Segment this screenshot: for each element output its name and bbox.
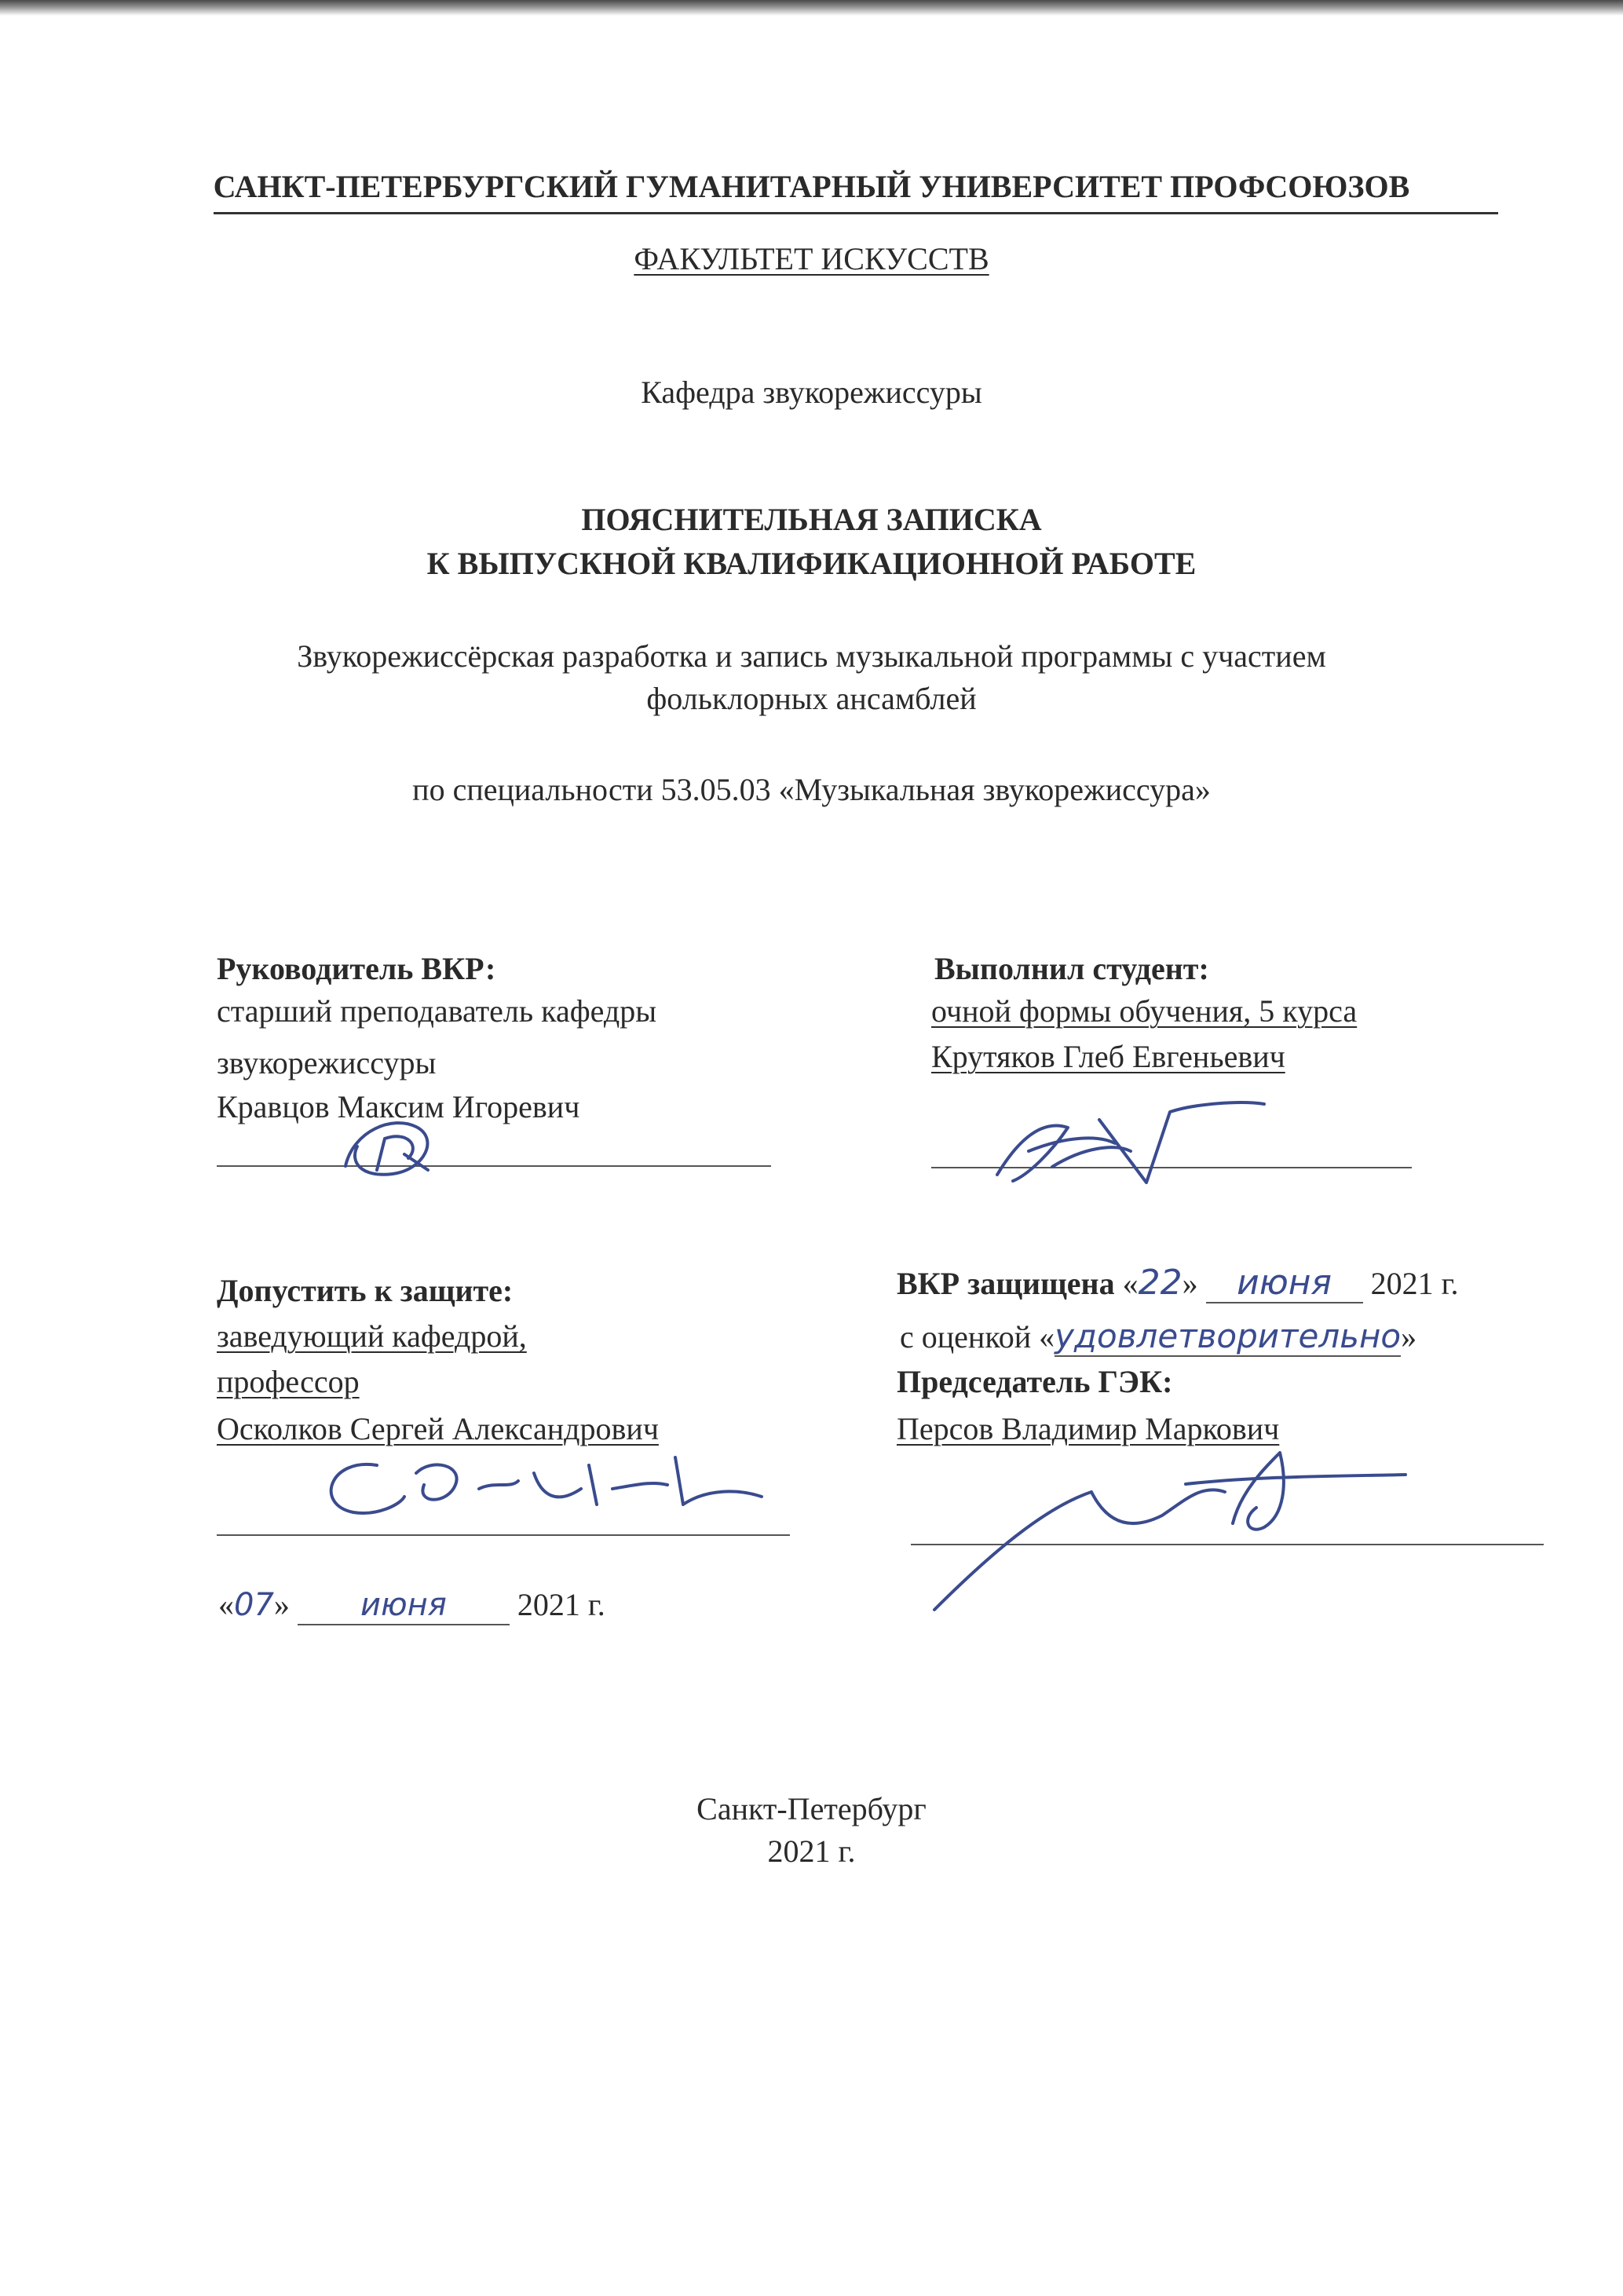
defense-date	[897, 1264, 1458, 1303]
student-form: очной формы обучения, 5 курса	[931, 993, 1358, 1029]
admission-heading: Допустить к защите:	[217, 1273, 514, 1308]
supervisor-name: Кравцов Максим Игоревич	[217, 1089, 580, 1124]
chair-heading: Председатель ГЭК:	[897, 1364, 1173, 1399]
footer-city: Санкт-Петербург	[696, 1791, 927, 1826]
defense-grade-prefix: с оценкой «	[900, 1319, 1055, 1355]
thesis-topic-line1: Звукорежиссёрская разработка и запись музыкальной программы с участием	[297, 638, 1326, 674]
student-name: Крутяков Глеб Евгеньевич	[931, 1039, 1285, 1074]
student-heading: Выполнил студент:	[934, 951, 1209, 986]
chair-name: Персов Владимир Маркович	[897, 1411, 1280, 1446]
admission-date	[218, 1586, 605, 1625]
university-underline	[214, 212, 1498, 214]
faculty-name: ФАКУЛЬТЕТ ИСКУССТВ	[634, 241, 989, 276]
admission-date-open-quote: «	[218, 1587, 234, 1622]
defense-date-close-quote: »	[1182, 1266, 1198, 1301]
thesis-topic-line2: фольклорных ансамблей	[646, 681, 977, 716]
supervisor-signature	[330, 1091, 487, 1201]
document-title-line1: ПОЯСНИТЕЛЬНАЯ ЗАПИСКА	[581, 502, 1042, 537]
supervisor-position-line2: звукорежиссуры	[217, 1045, 437, 1080]
supervisor-position-line1: старший преподаватель кафедры	[217, 993, 657, 1029]
admission-date-day: 07	[234, 1587, 274, 1623]
admission-signature-line	[217, 1534, 790, 1536]
document-title-line2: К ВЫПУСКНОЙ КВАЛИФИКАЦИОННОЙ РАБОТЕ	[426, 546, 1197, 581]
supervisor-signature-line	[217, 1165, 771, 1167]
specialty: по специальности 53.05.03 «Музыкальная звукорежиссура»	[412, 772, 1211, 807]
defense-date-day: 22	[1138, 1263, 1183, 1303]
supervisor-heading: Руководитель ВКР:	[217, 951, 496, 986]
defense-date-year: 2021 г.	[1370, 1266, 1459, 1301]
defense-date-open-quote: «	[1122, 1266, 1139, 1301]
chair-signature	[927, 1437, 1413, 1618]
defense-date-month: июня	[1206, 1264, 1363, 1303]
defense-grade	[900, 1318, 1416, 1357]
defense-heading: ВКР защищена	[897, 1266, 1115, 1301]
admission-position-line1: заведующий кафедрой,	[217, 1318, 527, 1354]
defense-grade-suffix: »	[1401, 1319, 1417, 1355]
defense-grade-value: удовлетворительно	[1055, 1317, 1402, 1355]
university-name: САНКТ-ПЕТЕРБУРГСКИЙ ГУМАНИТАРНЫЙ УНИВЕРСИТЕТ ПРОФСОЮЗОВ	[213, 169, 1410, 204]
admission-name: Осколков Сергей Александрович	[217, 1411, 659, 1446]
admission-signature	[298, 1442, 769, 1528]
department-name: Кафедра звукорежиссуры	[641, 375, 982, 410]
admission-date-month: июня	[298, 1586, 510, 1625]
footer-year: 2021 г.	[767, 1834, 856, 1869]
admission-date-year: 2021 г.	[517, 1587, 605, 1622]
student-signature	[981, 1088, 1280, 1206]
admission-position-line2: профессор	[217, 1364, 360, 1399]
scan-edge	[0, 0, 1623, 16]
admission-date-close-quote: »	[273, 1587, 290, 1622]
